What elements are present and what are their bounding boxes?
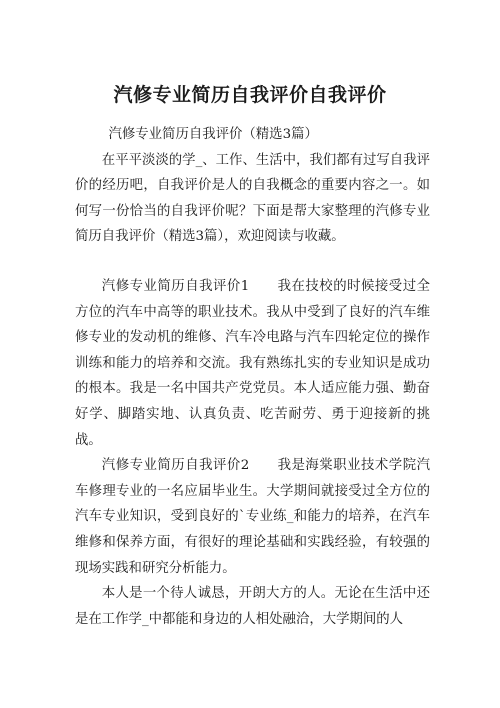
- document-title: 汽修专业简历自我评价自我评价: [113, 84, 387, 106]
- intro-paragraph: 在平平淡淡的学_、工作、生活中，我们都有过写自我评价的经历吧，自我评价是人的自我概念的重要内容之一。如何写一份恰当的自我评价呢？下面是帮大家整理的汽修专业简历自我评价（精选3篇），欢迎阅读与收藏。: [75, 152, 430, 245]
- paragraph-gap: [75, 250, 430, 274]
- document-body: [75, 122, 430, 632]
- paragraph-1: 汽修专业简历自我评价1 我在技校的时候接受过全方位的汽车中高等的职业技术。我从中受到了良好的汽车维修专业的发动机的维修、汽车冷电路与汽车四轮定位的操作训练和能力的培养和交流。我有熟练扎实的专业知识是成功的根本。我是一名中国共产党党员。本人适应能力强、勤奋好学、脚踏实地、认真负责、吃苦耐劳、勇于迎接新的挑战。: [75, 278, 430, 448]
- document-subtitle: 汽修专业简历自我评价（精选3篇）: [108, 127, 318, 142]
- paragraph-2: 汽修专业简历自我评价2 我是海棠职业技术学院汽车修理专业的一名应届毕业生。大学期间就接受过全方位的汽车专业知识，受到良好的`专业练_和能力的培养，在汽车维修和保养方面，有很好的理论基础和实践经验，有较强的现场实践和研究分析能力。: [75, 458, 430, 576]
- paragraph-3: 本人是一个待人诚恳，开朗大方的人。无论在生活中还是在工作学_中都能和身边的人相处融洽，大学期间的人: [75, 586, 430, 627]
